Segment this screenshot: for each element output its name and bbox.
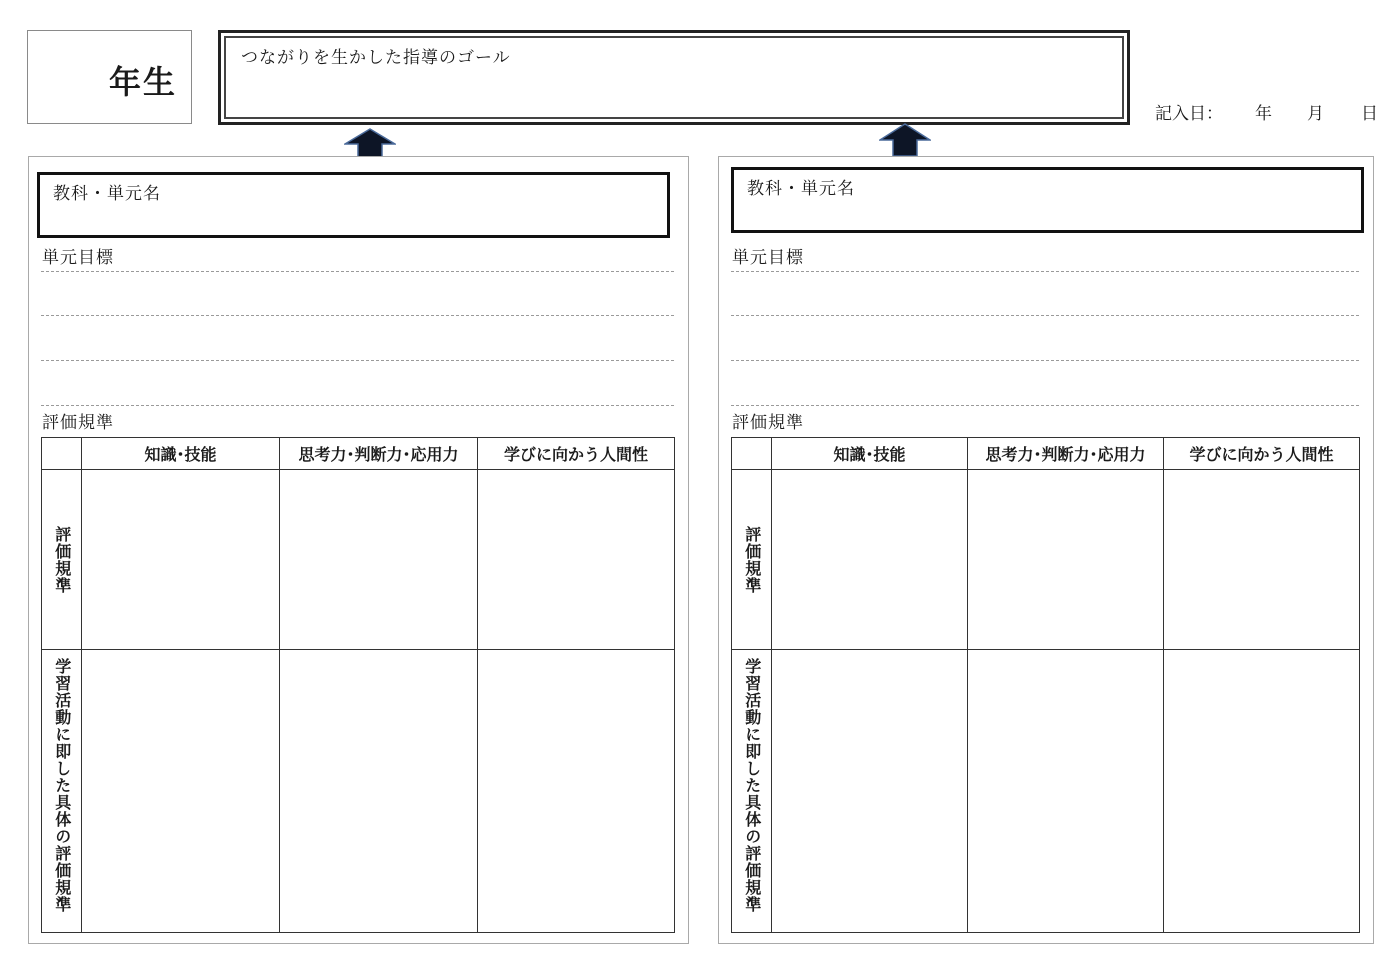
entry-date — [1155, 99, 1395, 125]
subject-unit-box[interactable] — [731, 167, 1364, 233]
guidance-goal-label: つながりを生かした指導のゴール — [241, 48, 511, 68]
row-header-criteria: 評価規準 — [42, 470, 82, 650]
guidance-goal-box[interactable] — [218, 30, 1130, 125]
criteria-cell-attitude[interactable] — [1164, 470, 1360, 650]
grade-box[interactable] — [27, 30, 192, 124]
criteria-cell-thinking[interactable] — [280, 470, 478, 650]
row-header-specific-criteria: 学習活動に即した具体の評価規準 — [732, 650, 772, 933]
specific-cell-thinking[interactable] — [968, 650, 1164, 933]
specific-cell-thinking[interactable] — [280, 650, 478, 933]
entry-date-year[interactable]: 年 — [1255, 104, 1272, 124]
criteria-table — [731, 437, 1360, 933]
unit-goals-line[interactable] — [731, 271, 1359, 272]
unit-goals-line[interactable] — [41, 315, 674, 316]
unit-panel-left — [28, 156, 689, 944]
criteria-table — [41, 437, 675, 933]
specific-cell-knowledge[interactable] — [772, 650, 968, 933]
specific-cell-attitude[interactable] — [478, 650, 675, 933]
criteria-cell-knowledge[interactable] — [772, 470, 968, 650]
unit-goals-line[interactable] — [41, 405, 674, 406]
criteria-label: 評価規準 — [42, 413, 114, 433]
criteria-cell-attitude[interactable] — [478, 470, 675, 650]
criteria-cell-knowledge[interactable] — [82, 470, 280, 650]
entry-date-month[interactable]: 月 — [1307, 104, 1324, 124]
unit-panel-right — [718, 156, 1374, 944]
specific-cell-knowledge[interactable] — [82, 650, 280, 933]
arrow-up-icon — [344, 128, 396, 158]
unit-goals-line[interactable] — [41, 271, 674, 272]
entry-date-day[interactable]: 日 — [1361, 104, 1378, 124]
entry-date-label: 記入日： — [1155, 104, 1223, 124]
subject-unit-box[interactable] — [37, 172, 670, 238]
column-header-thinking: 思考力･判断力･応用力 — [280, 438, 478, 470]
unit-goals-line[interactable] — [731, 405, 1359, 406]
row-header-specific-criteria: 学習活動に即した具体の評価規準 — [42, 650, 82, 933]
row-header-criteria: 評価規準 — [732, 470, 772, 650]
subject-unit-label: 教科・単元名 — [53, 184, 161, 204]
unit-goals-label: 単元目標 — [732, 248, 804, 268]
column-header-attitude: 学びに向かう人間性 — [1164, 438, 1360, 470]
corner-cell — [42, 438, 82, 470]
unit-goals-line[interactable] — [731, 315, 1359, 316]
arrow-up-icon — [879, 123, 931, 157]
grade-label: 年生 — [108, 63, 177, 101]
column-header-knowledge: 知識･技能 — [82, 438, 280, 470]
unit-goals-line[interactable] — [41, 360, 674, 361]
criteria-cell-thinking[interactable] — [968, 470, 1164, 650]
criteria-label: 評価規準 — [732, 413, 804, 433]
subject-unit-label: 教科・単元名 — [747, 179, 855, 199]
column-header-thinking: 思考力･判断力･応用力 — [968, 438, 1164, 470]
corner-cell — [732, 438, 772, 470]
unit-goals-line[interactable] — [731, 360, 1359, 361]
unit-goals-label: 単元目標 — [42, 248, 114, 268]
specific-cell-attitude[interactable] — [1164, 650, 1360, 933]
column-header-knowledge: 知識･技能 — [772, 438, 968, 470]
column-header-attitude: 学びに向かう人間性 — [478, 438, 675, 470]
